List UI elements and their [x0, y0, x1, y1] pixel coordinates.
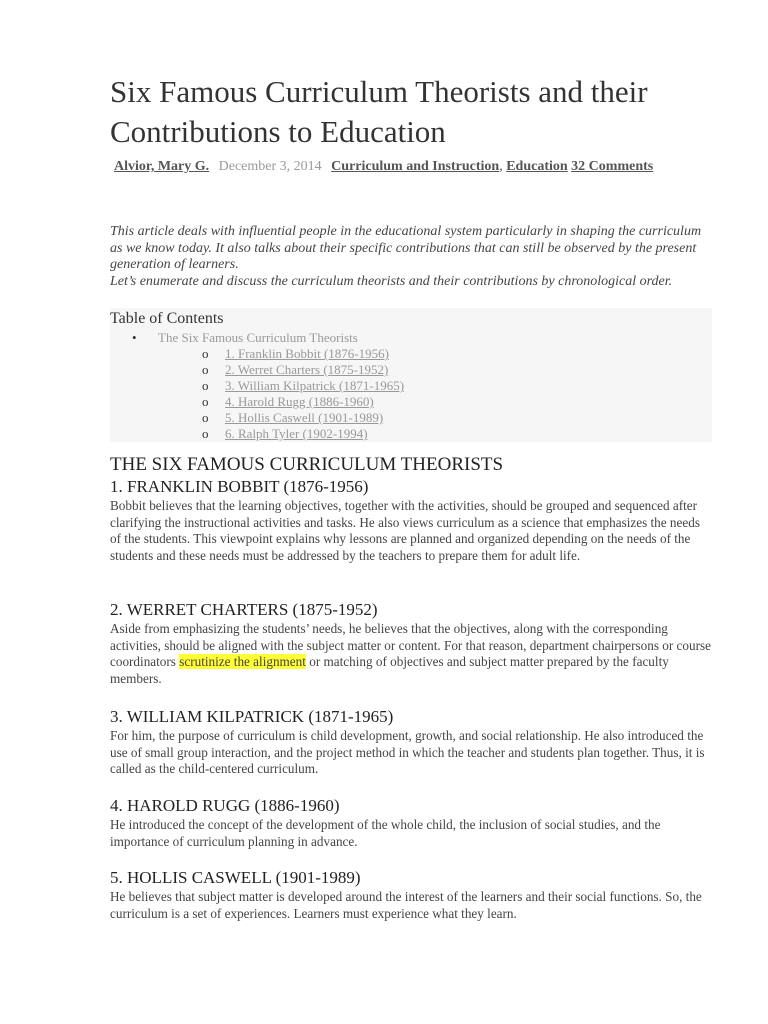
section-body: He introduced the concept of the development of the whole child, the inclusion of social studies, and the importance of curriculum planning in advance.: [110, 817, 661, 849]
author-link[interactable]: Alvior, Mary G.: [114, 159, 210, 174]
table-of-contents: [110, 308, 712, 442]
post-date: December 3, 2014: [218, 159, 322, 174]
bullet-icon: •: [132, 330, 137, 345]
body-text: Aside from emphasizing the students’ needs, he believes that the objectives, along with the corresponding activities, should be aligned with the subject matter or content. For that reason, department chairpersons or course coordinators: [110, 621, 711, 670]
circle-bullet-icon: o: [202, 426, 209, 441]
toc-link-tyler[interactable]: 6. Ralph Tyler (1902-1994): [225, 426, 368, 441]
circle-bullet-icon: o: [202, 362, 209, 377]
section-body: For him, the purpose of curriculum is child development, growth, and social relationship. He also introduced the use of small group interaction, and the project method in which the teacher and students plan together. Thus, it is called as the child-centered curriculum.: [110, 728, 705, 777]
section-heading: 2. WERRET CHARTERS (1875-1952): [110, 600, 378, 619]
article-title: Six Famous Curriculum Theorists and their Contributions to Education: [110, 74, 648, 149]
article-intro: [110, 224, 710, 290]
section-charters: [110, 600, 712, 687]
highlighted-text: scrutinize the alignment: [179, 654, 306, 670]
toc-heading: Table of Contents: [110, 310, 224, 327]
toc-link-bobbit[interactable]: 1. Franklin Bobbit (1876-1956): [225, 346, 389, 361]
circle-bullet-icon: o: [202, 394, 209, 409]
circle-bullet-icon: o: [202, 410, 209, 425]
circle-bullet-icon: o: [202, 378, 209, 393]
section-body: [110, 621, 712, 687]
toc-link-caswell[interactable]: 5. Hollis Caswell (1901-1989): [225, 410, 384, 425]
section-caswell: [110, 868, 712, 922]
body-text: or matching of objectives and subject matter prepared by the faculty members.: [110, 654, 669, 686]
toc-link-kilpatrick[interactable]: 3. William Kilpatrick (1871-1965): [225, 378, 405, 393]
toc-link-theorists[interactable]: The Six Famous Curriculum Theorists: [158, 330, 358, 345]
section-heading-theorists: THE SIX FAMOUS CURRICULUM THEORISTS: [110, 454, 504, 475]
category-separator: ,: [499, 159, 503, 174]
toc-link-rugg[interactable]: 4. Harold Rugg (1886-1960): [225, 394, 374, 409]
section-heading: 5. HOLLIS CASWELL (1901-1989): [110, 868, 361, 887]
intro-paragraph: Let’s enumerate and discuss the curriculum theorists and their contributions by chronological order.: [110, 273, 673, 289]
section-body: Bobbit believes that the learning objectives, together with the activities, should be grouped and sequenced after clarifying the instructional activities and tasks. He also views curriculum as a science that emphasizes the needs of the students. This viewpoint explains why lessons are planned and organized depending on the needs of the students and these needs must be addressed by the teachers to prepare them for adult life.: [110, 498, 700, 563]
category-link-education[interactable]: Education: [506, 159, 568, 174]
section-body: He believes that subject matter is developed around the interest of the learners and their social functions. So, the curriculum is a set of experiences. Learners must experience what they learn.: [110, 889, 702, 921]
section-rugg: [110, 796, 712, 850]
intro-paragraph: This article deals with influential people in the educational system particularly in shaping the curriculum as we know today. It also talks about their specific contributions that can still be observed by the present generation of learners.: [110, 224, 702, 272]
section-heading: 1. FRANKLIN BOBBIT (1876-1956): [110, 477, 369, 496]
section-heading: 4. HAROLD RUGG (1886-1960): [110, 796, 340, 815]
section-bobbit: [110, 477, 712, 564]
section-kilpatrick: [110, 707, 712, 778]
category-link-curriculum[interactable]: Curriculum and Instruction: [331, 159, 500, 174]
comments-link[interactable]: 32 Comments: [571, 159, 654, 174]
article-meta: [114, 159, 653, 175]
toc-link-charters[interactable]: 2. Werret Charters (1875-1952): [225, 362, 389, 377]
section-heading: 3. WILLIAM KILPATRICK (1871-1965): [110, 707, 394, 726]
circle-bullet-icon: o: [202, 346, 209, 361]
